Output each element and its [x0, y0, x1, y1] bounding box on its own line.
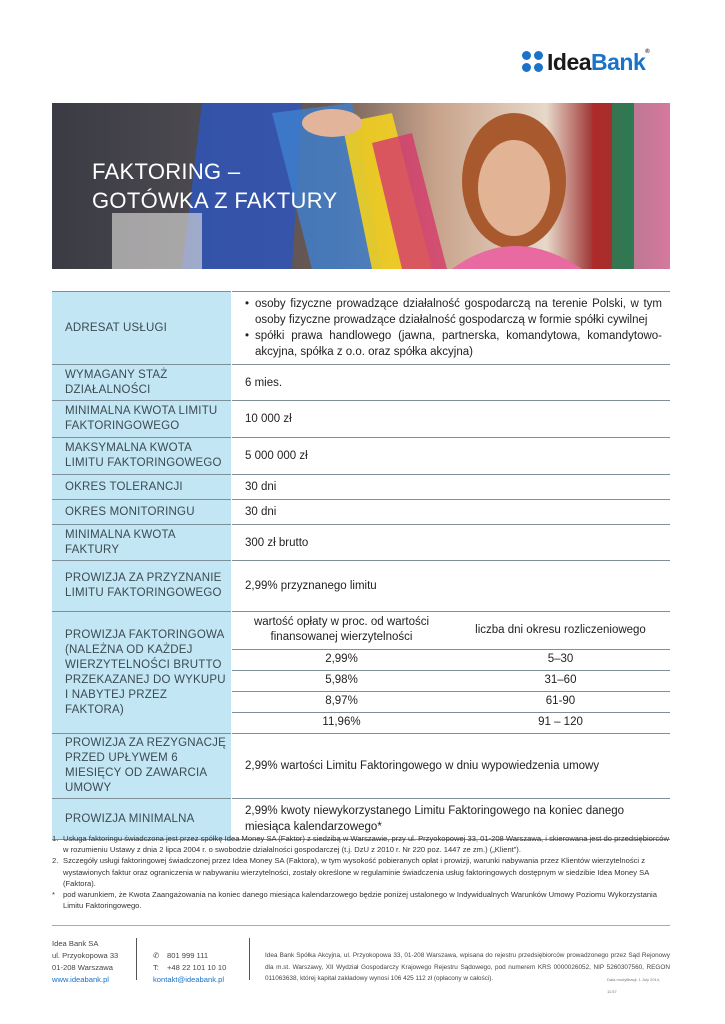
list-item: • spółki prawa handlowego (jawna, partnerska, komandytowa, komandytowo-akcyjna, spółka z o.o. oraz spółka akcyjna)	[245, 328, 662, 360]
website-link[interactable]: www.ideabank.pl	[52, 975, 109, 984]
subtable-row	[232, 670, 670, 691]
row-value: 5 000 000 zł	[232, 438, 671, 475]
phone-icon: ✆	[153, 951, 160, 960]
email-link[interactable]: kontakt@ideabank.pl	[153, 975, 225, 984]
subtable-cell: 61-90	[451, 691, 670, 712]
table-row	[52, 438, 670, 475]
table-row	[52, 500, 670, 525]
footer-contact: ✆ 801 999 111 T: +48 22 101 10 10 kontakt@ideabank.pl	[153, 938, 243, 986]
logo-dots-icon	[522, 51, 544, 73]
subtable-row	[232, 691, 670, 712]
subtable-cell: 91 – 120	[451, 712, 670, 733]
footnote: 2. Szczegóły usługi faktoringowej świadczonej przez Idea Money SA (Faktora), w tym wysokość pobieranych opłat i prowizji, warunki nabywania przez Klientów wierzytelności z wystawionych faktur oraz ograniczenia w nabywaniu wierzytelności, zostały określone w regulaminie świadczenia usług faktoringowych dostępnym w siedzibie Idea Money SA (Faktora).	[52, 856, 649, 888]
footer-divider	[52, 925, 670, 926]
subtable-cell: 2,99%	[232, 649, 451, 670]
row-label: WYMAGANY STAŻ DZIAŁALNOŚCI	[52, 365, 232, 401]
row-label: PROWIZJA MINIMALNA	[52, 799, 232, 840]
subtable-cell: 5,98%	[232, 670, 451, 691]
hotline-number[interactable]: 801 999 111	[167, 951, 209, 960]
subtable-cell: 5–30	[451, 649, 670, 670]
subtable-row	[232, 712, 670, 733]
row-label: MINIMALNA KWOTA LIMITU FAKTORINGOWEGO	[52, 401, 232, 438]
hero-title: FAKTORING – GOTÓWKA Z FAKTURY	[92, 159, 338, 213]
hero-banner	[52, 103, 670, 269]
footnotes	[52, 833, 670, 911]
row-label: ADRESAT USŁUGI	[52, 292, 232, 365]
row-value	[232, 292, 671, 365]
table-row	[52, 525, 670, 561]
subtable-cell: 8,97%	[232, 691, 451, 712]
footer-legal: Idea Bank Spółka Akcyjna, ul. Przyokopowa 33, 01-208 Warszawa, wpisana do rejestru przedsiębiorców prowadzonego przez Sąd Rejonowy dla m.st. Warszawy, XII Wydział Gospodarczy Krajowego Rejestru Sądowego, pod numerem KRS 0000026052, NIP 5260307560, REGON 011063638, której kapitał zakładowy wynosi 106 425 112 zł (opłacony w całości).	[265, 952, 670, 982]
footer-separator	[136, 938, 137, 980]
phone-number[interactable]: +48 22 101 10 10	[167, 963, 227, 972]
row-value: 2,99% przyznanego limitu	[232, 561, 671, 612]
row-label: PROWIZJA ZA PRZYZNANIE LIMITU FAKTORINGOWEGO	[52, 561, 232, 612]
footer-address: Idea Bank SA ul. Przyokopowa 33 01-208 Warszawa www.ideabank.pl	[52, 938, 134, 986]
row-value: 2,99% kwoty niewykorzystanego Limitu Faktoringowego na koniec danego miesiąca kalendarzowego*	[232, 799, 671, 840]
row-value: 2,99% wartości Limitu Faktoringowego w dniu wypowiedzenia umowy	[232, 734, 671, 799]
row-value: 30 dni	[232, 500, 671, 525]
row-label: PROWIZJA FAKTORINGOWA (NALEŻNA OD KAŻDEJ WIERZYTELNOŚCI BRUTTO PRZEKAZANEJ DO WYKUPU I NABYTEJ PRZEZ FAKTORA)	[52, 612, 232, 734]
table-row	[52, 475, 670, 500]
modification-date: Data modyfikacji: 1 July 2014, 11:57	[607, 977, 661, 994]
row-value: 6 mies.	[232, 365, 671, 401]
subtable-row	[232, 649, 670, 670]
row-value: 300 zł brutto	[232, 525, 671, 561]
subtable-header-cell: wartość opłaty w proc. od wartości finansowanej wierzytelności	[253, 616, 430, 644]
row-label: MAKSYMALNA KWOTA LIMITU FAKTORINGOWEGO	[52, 438, 232, 475]
commission-subtable	[232, 612, 670, 733]
row-value: 10 000 zł	[232, 401, 671, 438]
footnote: * pod warunkiem, że Kwota Zaangażowania na koniec danego miesiąca kalendarzowego będzie poniżej ustalonego w Indywidualnych Warunków Umowy Poziomu Wykorzystania Limitu Faktoringowego.	[52, 890, 657, 911]
subtable-header-cell: liczba dni okresu rozliczeniowego	[475, 623, 646, 636]
row-label: OKRES TOLERANCJI	[52, 475, 232, 500]
footer-separator	[249, 938, 250, 980]
idea-bank-logo	[522, 49, 649, 75]
table-row	[52, 561, 670, 612]
table-row	[52, 365, 670, 401]
row-value	[232, 612, 671, 734]
subtable-cell: 31–60	[451, 670, 670, 691]
table-row	[52, 612, 670, 734]
logo-text: IdeaBank®	[547, 48, 650, 75]
list-item: • osoby fizyczne prowadzące działalność gospodarczą na terenie Polski, w tym osoby fizyczne prowadzące działalność gospodarczą w formie spółki cywilnej	[245, 296, 662, 328]
row-label: MINIMALNA KWOTA FAKTURY	[52, 525, 232, 561]
table-row	[52, 734, 670, 799]
product-info-table	[52, 291, 670, 840]
table-row	[52, 401, 670, 438]
subtable-header	[232, 612, 670, 649]
subtable-cell: 11,96%	[232, 712, 451, 733]
footnote: 1. Usługa faktoringu świadczona jest przez spółkę Idea Money SA (Faktor) z siedzibą w Warszawie, przy ul. Przyokopowej 33, 01-208 Warszawa, i skierowana jest do przedsiębiorców w rozumieniu Ustawy z dnia 2 lipca 2004 r. o swobodzie działalności gospodarczej (t.j. DzU z 2010 r. Nr 220 poz. 1447 ze zm.) („Klient”).	[52, 834, 669, 855]
row-label: PROWIZJA ZA REZYGNACJĘ PRZED UPŁYWEM 6 MIESIĘCY OD ZAWARCIA UMOWY	[52, 734, 232, 799]
row-label: OKRES MONITORINGU	[52, 500, 232, 525]
row-value: 30 dni	[232, 475, 671, 500]
table-row	[52, 292, 670, 365]
